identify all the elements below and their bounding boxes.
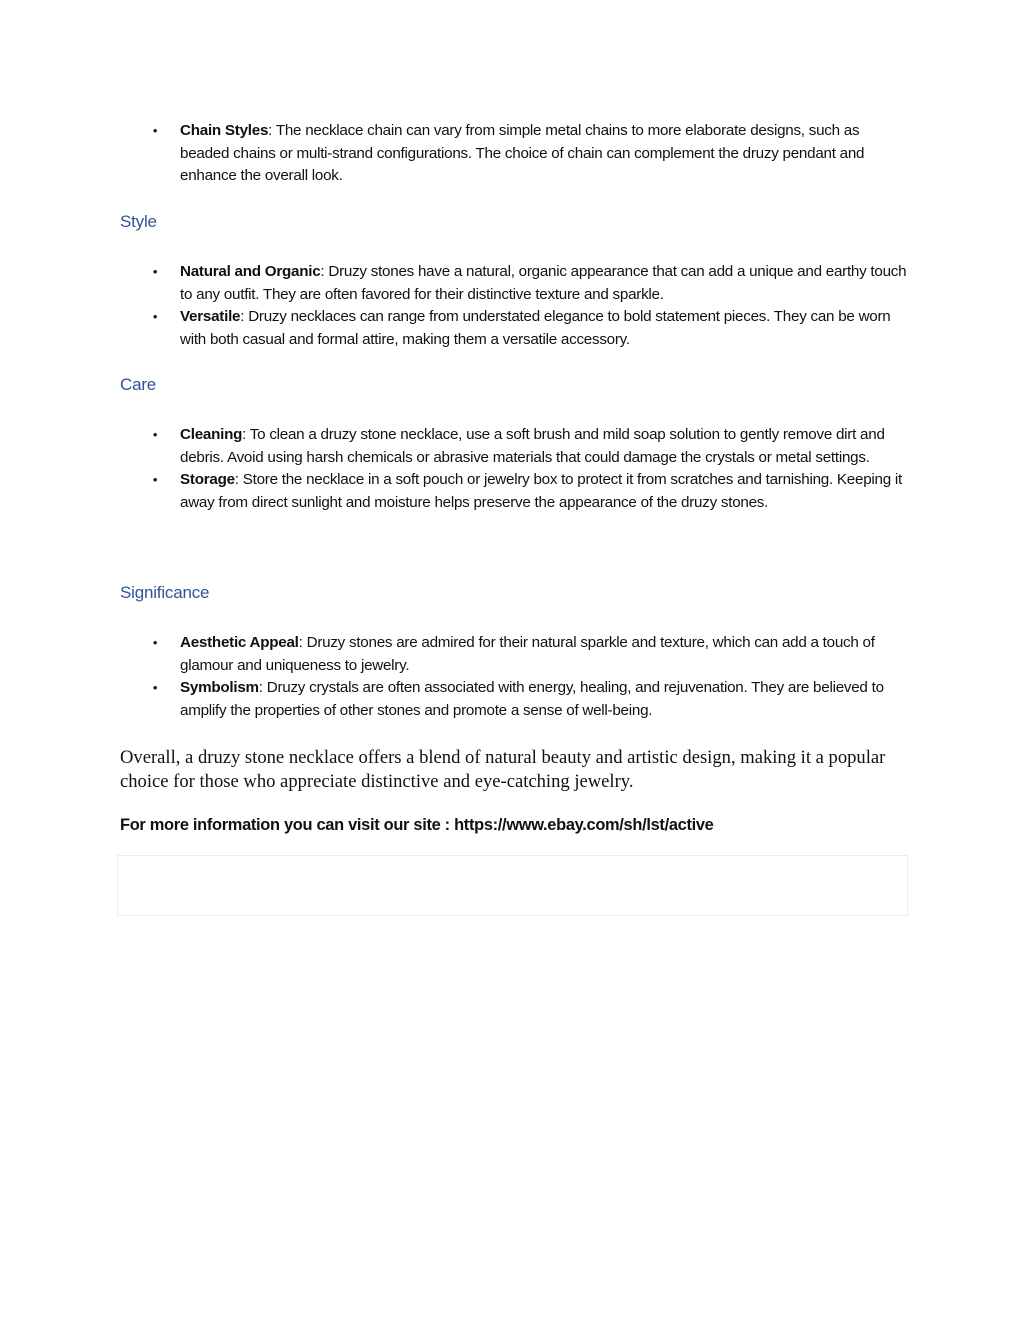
site-link[interactable]: https://www.ebay.com/sh/lst/active	[454, 816, 714, 834]
chain-styles-list	[148, 120, 908, 188]
more-info-line	[120, 816, 714, 835]
bullet-icon: •	[152, 635, 158, 650]
empty-frame	[117, 855, 908, 916]
style-list	[148, 261, 908, 351]
bullet-icon: •	[152, 309, 158, 324]
list-item-text: : Druzy stones are admired for their natural sparkle and texture, which can add a touch of glamour and uniqueness to jewelry.	[180, 634, 875, 674]
list-item-term: Cleaning	[180, 426, 243, 443]
section-heading-significance: Significance	[120, 583, 210, 602]
list-item	[148, 677, 908, 722]
more-info-prefix: For more information you can visit our site :	[120, 816, 455, 834]
bullet-icon: •	[152, 264, 158, 279]
list-item	[148, 469, 908, 514]
list-item-text: : To clean a druzy stone necklace, use a soft brush and mild soap solution to gently remove dirt and debris. Avoid using harsh chemicals or abrasive materials that could damage the crystals or metal settings.	[180, 426, 885, 466]
list-item	[148, 120, 908, 188]
list-item-term: Natural and Organic	[180, 263, 321, 280]
section-heading-style: Style	[120, 212, 157, 231]
bullet-icon: •	[152, 123, 158, 138]
care-list	[148, 424, 908, 514]
list-item	[148, 632, 908, 677]
bullet-icon: •	[152, 472, 158, 487]
list-item-text: : Druzy stones have a natural, organic appearance that can add a unique and earthy touch to any outfit. They are often favored for their distinctive texture and sparkle.	[180, 263, 907, 303]
list-item-term: Versatile	[180, 308, 241, 325]
list-item-term: Chain Styles	[180, 122, 269, 139]
list-item	[148, 306, 908, 351]
significance-list	[148, 632, 908, 722]
list-item-term: Aesthetic Appeal	[180, 634, 299, 651]
conclusion-paragraph: Overall, a druzy stone necklace offers a blend of natural beauty and artistic design, making it a popular choice for those who appreciate distinctive and eye-catching jewelry.	[120, 747, 886, 792]
list-item	[148, 424, 908, 469]
list-item	[148, 261, 908, 306]
list-item-text: : Druzy necklaces can range from understated elegance to bold statement pieces. They can be worn with both casual and formal attire, making them a versatile accessory.	[180, 308, 891, 348]
bullet-icon: •	[152, 680, 158, 695]
list-item-term: Symbolism	[180, 679, 259, 696]
list-item-text: : Store the necklace in a soft pouch or jewelry box to protect it from scratches and tarnishing. Keeping it away from direct sunlight and moisture helps preserve the appearance of the druzy stones.	[180, 471, 902, 511]
list-item-text: : The necklace chain can vary from simple metal chains to more elaborate designs, such as beaded chains or multi-strand configurations. The choice of chain can complement the druzy pendant and enhance the overall look.	[180, 122, 865, 184]
section-heading-care: Care	[120, 375, 157, 394]
list-item-text: : Druzy crystals are often associated with energy, healing, and rejuvenation. They are believed to amplify the properties of other stones and promote a sense of well-being.	[180, 679, 884, 719]
bullet-icon: •	[152, 427, 158, 442]
list-item-term: Storage	[180, 471, 235, 488]
